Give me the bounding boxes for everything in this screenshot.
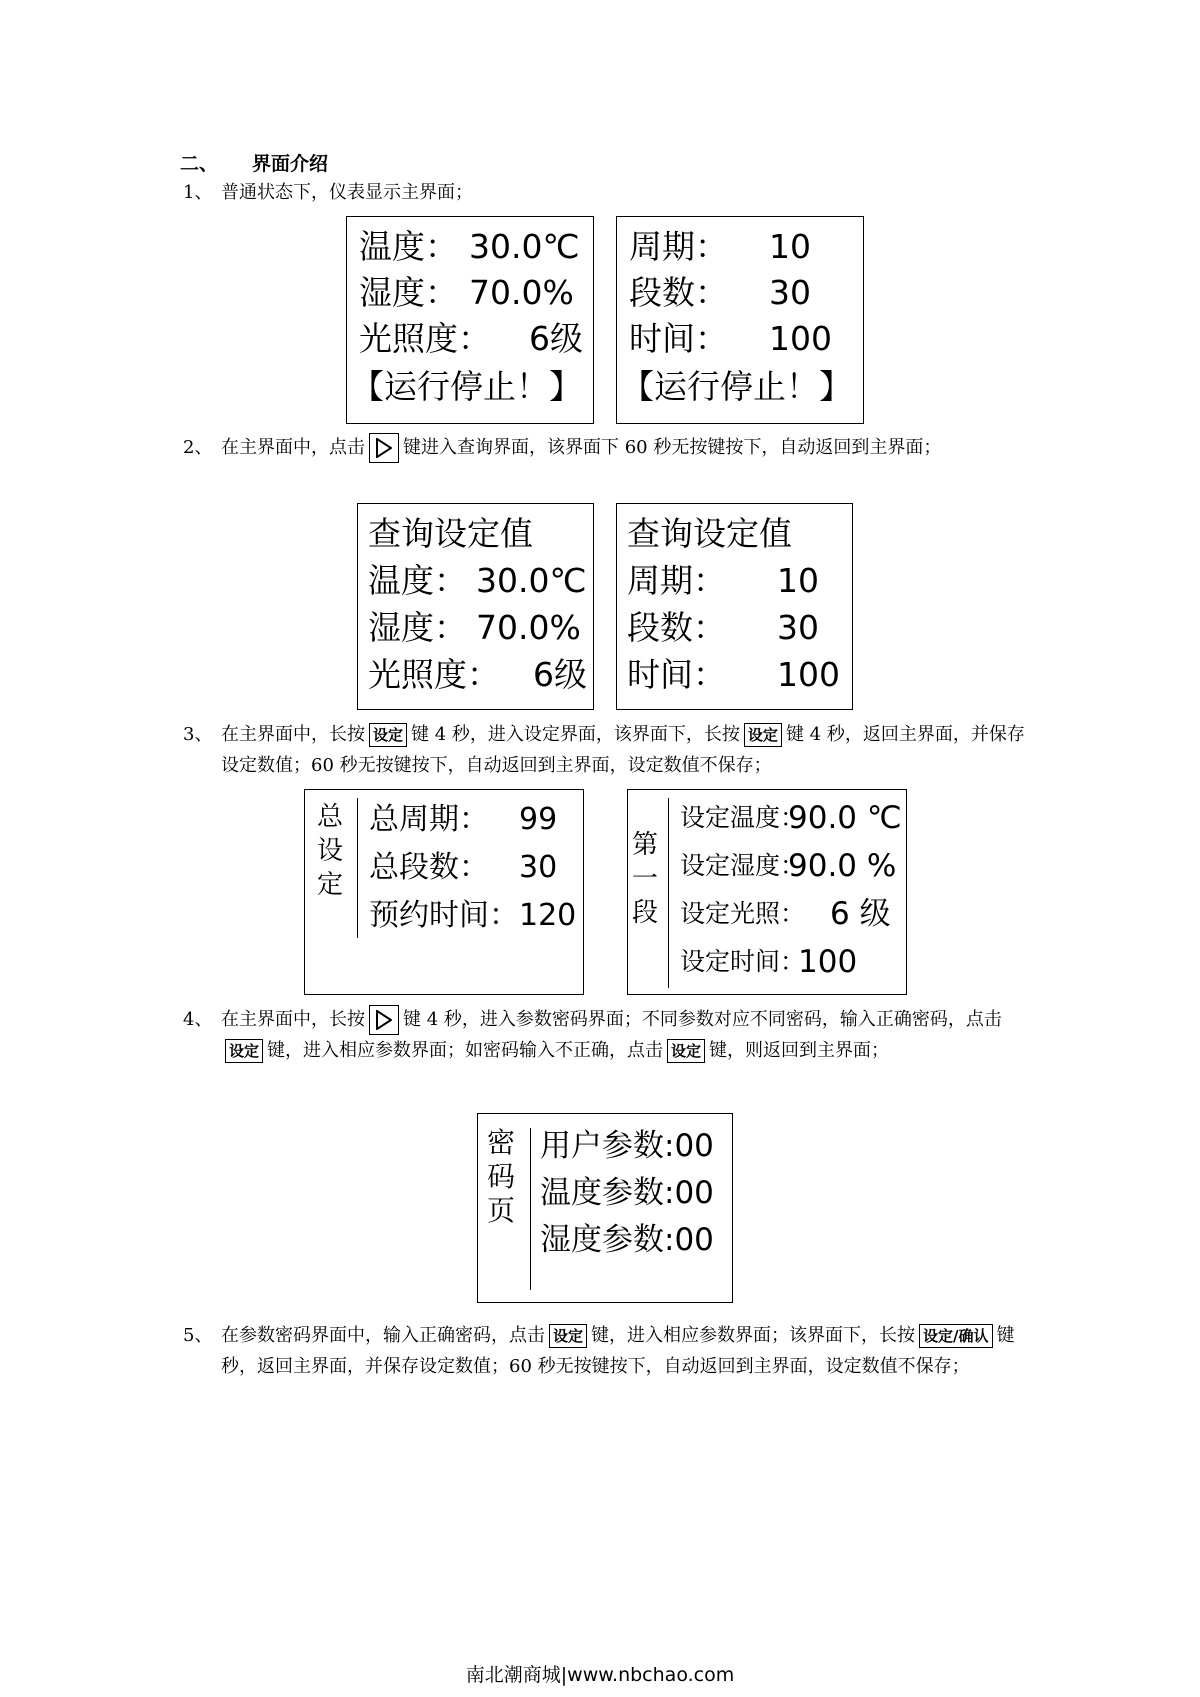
setting-key: 设定 bbox=[225, 1039, 263, 1063]
item-3: 3、 在主界面中，长按 设定 键 4 秒，进入设定界面，该界面下，长按 设定 键 4 秒，返回主界面，并保存设定数值；60 秒无按键按下，自动返回到主界面，设定数值不保存； bbox=[183, 719, 1028, 781]
side-char: 第 bbox=[631, 830, 658, 860]
screen-row: 设定温度： 90.0 ℃ bbox=[680, 800, 902, 836]
side-char: 定 bbox=[316, 870, 343, 900]
main-screen-right bbox=[616, 216, 864, 424]
item-index: 4、 bbox=[183, 1009, 213, 1030]
screen-row: 周期： 10 bbox=[629, 227, 811, 266]
item-1 bbox=[183, 177, 1028, 208]
screen-row: 周期： 10 bbox=[627, 561, 819, 600]
screen-row: 湿度参数:00 bbox=[540, 1222, 714, 1258]
screen-row: 设定时间： 100 bbox=[680, 944, 858, 980]
query-screen-right bbox=[616, 503, 853, 710]
item-index: 1、 bbox=[183, 182, 213, 203]
screen-row: 总段数： 30 bbox=[369, 850, 558, 885]
screen-row: 光照度： 6级 bbox=[368, 655, 587, 694]
screen-row: 湿度： 70.0% bbox=[359, 273, 574, 312]
screen-status: 【运行停止！】 bbox=[351, 367, 582, 406]
item-text: 普通状态下，仪表显示主界面； bbox=[221, 182, 473, 203]
screen-status: 【运行停止！】 bbox=[621, 367, 852, 406]
setting-key: 设定 bbox=[744, 723, 782, 747]
screen-title: 查询设定值 bbox=[627, 514, 792, 553]
setting-total-screen bbox=[304, 789, 584, 995]
item-4: 4、 在主界面中，长按 键 4 秒，进入参数密码界面；不同参数对应不同密码，输入正确密码，点击设定 键，进入相应参数界面；如密码输入不正确，点击 设定 键，则返回到主界面； bbox=[183, 1004, 1028, 1066]
screen-row: 湿度： 70.0% bbox=[368, 608, 581, 647]
divider bbox=[357, 798, 358, 938]
screen-row: 温度： 30.0℃ bbox=[359, 227, 580, 266]
play-key-icon bbox=[369, 433, 399, 463]
screen-row: 温度： 30.0℃ bbox=[368, 561, 587, 600]
item-5: 5、 在参数密码界面中，输入正确密码，点击 设定 键，进入相应参数界面；该界面下，长按 设定/确认 键秒，返回主界面，并保存设定数值；60 秒无按键按下，自动返回到主界面，设定数值不保存； bbox=[183, 1320, 1028, 1382]
screen-row: 用户参数:00 bbox=[540, 1128, 714, 1164]
screen-row: 设定光照： 6 级 bbox=[680, 896, 891, 932]
play-key-icon bbox=[369, 1005, 399, 1035]
side-char: 码 bbox=[486, 1160, 515, 1193]
item-2: 2、 在主界面中，点击 键进入查询界面，该界面下 60 秒无按键按下，自动返回到主界面； bbox=[183, 432, 1028, 463]
item-index: 5、 bbox=[183, 1325, 213, 1346]
item-index: 2、 bbox=[183, 437, 213, 458]
screen-row: 光照度： 6级 bbox=[359, 319, 583, 358]
screen-row: 段数： 30 bbox=[629, 273, 811, 312]
screen-row: 段数： 30 bbox=[627, 608, 819, 647]
password-screen bbox=[477, 1113, 733, 1303]
side-char: 页 bbox=[486, 1194, 515, 1227]
side-char: 段 bbox=[631, 898, 658, 928]
setting-key: 设定 bbox=[369, 723, 407, 747]
main-screen-left bbox=[346, 216, 594, 424]
setting-key: 设定 bbox=[667, 1039, 705, 1063]
screen-row: 预约时间： 120 bbox=[369, 898, 577, 933]
setting-confirm-key: 设定/确认 bbox=[919, 1324, 992, 1348]
side-char: 设 bbox=[316, 836, 343, 866]
section-number: 二、 bbox=[180, 153, 219, 175]
divider bbox=[668, 798, 669, 988]
side-char: 一 bbox=[631, 864, 658, 894]
footer-watermark: 南北潮商城|www.nbchao.com bbox=[465, 1664, 735, 1686]
section-title bbox=[180, 149, 328, 176]
divider bbox=[530, 1128, 531, 1290]
screen-row: 总周期： 99 bbox=[369, 802, 558, 837]
screen-row: 温度参数:00 bbox=[540, 1175, 714, 1211]
screen-title: 查询设定值 bbox=[368, 514, 533, 553]
setting-key: 设定 bbox=[549, 1324, 587, 1348]
screen-row: 设定湿度： 90.0 % bbox=[680, 848, 897, 884]
screen-row: 时间： 100 bbox=[629, 319, 832, 358]
item-index: 3、 bbox=[183, 724, 213, 745]
screen-row: 时间： 100 bbox=[627, 655, 840, 694]
side-char: 密 bbox=[486, 1126, 515, 1159]
query-screen-left bbox=[357, 503, 594, 710]
section-heading: 界面介绍 bbox=[252, 153, 329, 175]
setting-segment-screen bbox=[627, 789, 907, 995]
side-char: 总 bbox=[316, 802, 343, 832]
